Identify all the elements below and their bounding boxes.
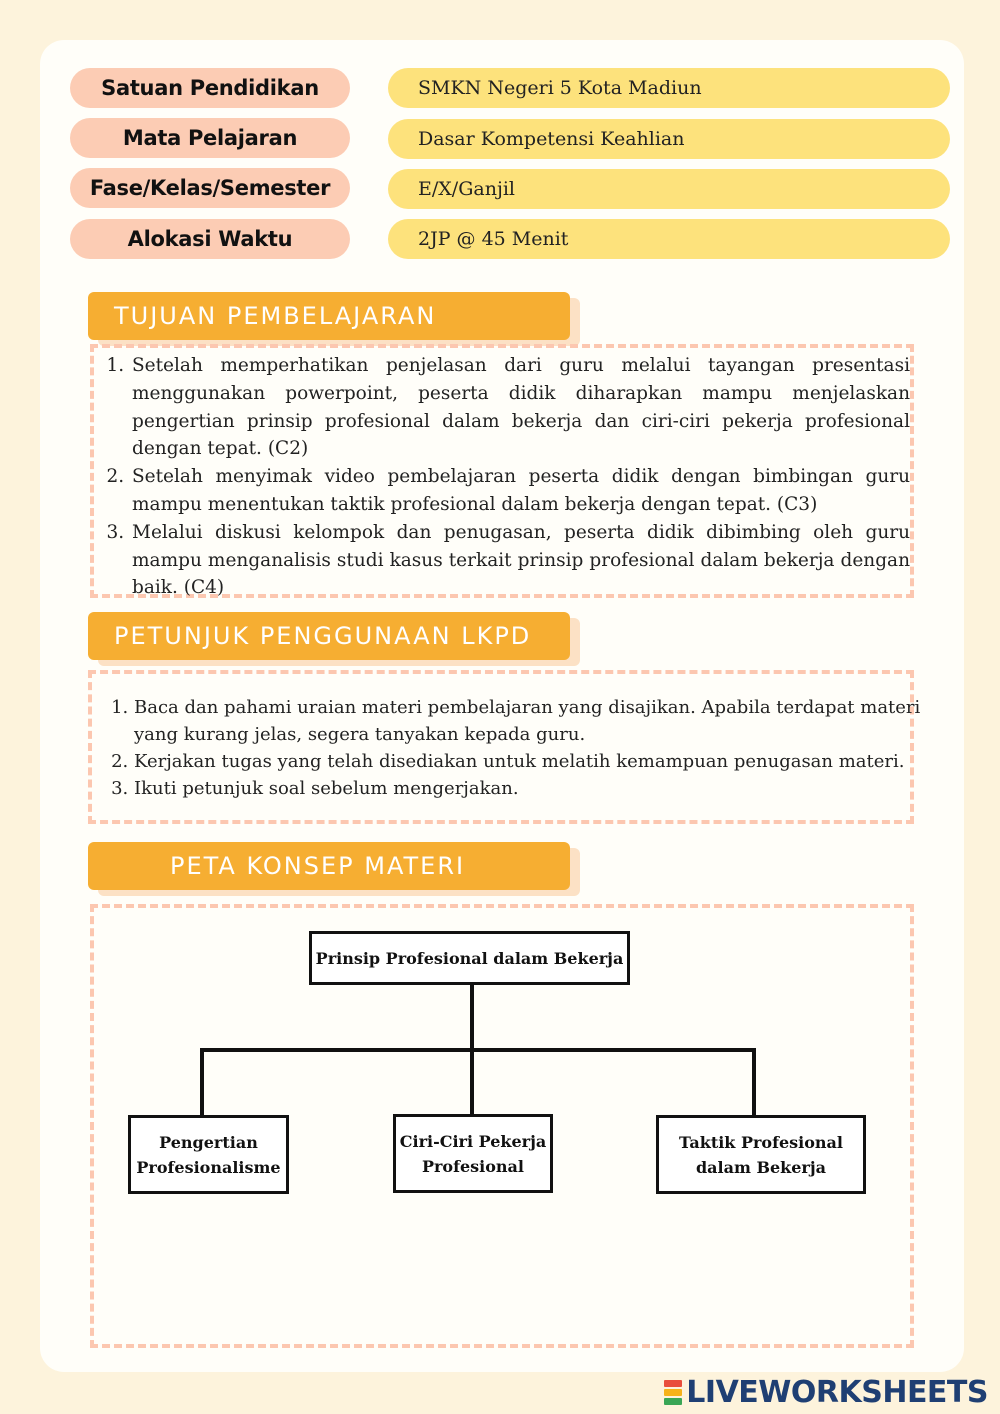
logo-stripe bbox=[664, 1380, 682, 1387]
value-fase-kelas-semester: E/X/Ganjil bbox=[388, 169, 950, 209]
label-fase-kelas-semester: Fase/Kelas/Semester bbox=[70, 168, 350, 208]
tujuan-item: 3. Melalui diskusi kelompok dan penugasan, peserta didik dibimbing oleh guru mampu menganalisis studi kasus terkait prinsip profesional dalam bekerja dengan baik. (C4) bbox=[130, 519, 910, 602]
value-satuan-pendidikan: SMKN Negeri 5 Kota Madiun bbox=[388, 68, 950, 108]
concept-node-ciri-ciri bbox=[393, 1114, 553, 1193]
concept-line: dalam Bekerja bbox=[695, 1157, 827, 1177]
logo-stripe bbox=[664, 1389, 682, 1396]
petunjuk-box bbox=[88, 670, 921, 824]
concept-line: Profesional bbox=[421, 1156, 524, 1176]
liveworksheets-icon bbox=[664, 1379, 682, 1406]
section-title-petunjuk: PETUNJUK PENGGUNAAN LKPD bbox=[88, 612, 570, 660]
concept-node-pengertian bbox=[128, 1115, 289, 1194]
value-alokasi-waktu: 2JP @ 45 Menit bbox=[388, 219, 950, 259]
petunjuk-list bbox=[94, 694, 940, 802]
connector-line bbox=[752, 1048, 756, 1118]
concept-line: Profesionalisme bbox=[136, 1157, 281, 1177]
brand-name: LIVEWORKSHEETS bbox=[686, 1374, 988, 1410]
tujuan-box bbox=[90, 344, 914, 598]
section-title-peta: PETA KONSEP MATERI bbox=[88, 842, 570, 890]
concept-line: Taktik Profesional bbox=[679, 1132, 843, 1152]
tujuan-item: 2. Setelah menyimak video pembelajaran peserta didik dengan bimbingan guru mampu menentukan taktik profesional dalam bekerja dengan tepat. (C3) bbox=[130, 463, 910, 519]
connector-line bbox=[200, 1048, 756, 1052]
label-satuan-pendidikan: Satuan Pendidikan bbox=[70, 68, 350, 108]
liveworksheets-logo[interactable] bbox=[664, 1374, 988, 1410]
tujuan-item: 1. Setelah memperhatikan penjelasan dari guru melalui tayangan presentasi menggunakan powerpoint, peserta didik diharapkan mampu menjelaskan pengertian prinsip profesional dalam bekerja dan ciri-ciri pekerja profesional dengan tepat. (C2) bbox=[130, 352, 910, 463]
value-mata-pelajaran: Dasar Kompetensi Keahlian bbox=[388, 119, 950, 159]
petunjuk-item: 1. Baca dan pahami uraian materi pembelajaran yang disajikan. Apabila terdapat materi yang kurang jelas, segera tanyakan kepada guru. bbox=[134, 694, 940, 748]
petunjuk-item: 3. Ikuti petunjuk soal sebelum mengerjakan. bbox=[134, 775, 940, 802]
label-mata-pelajaran: Mata Pelajaran bbox=[70, 118, 350, 158]
connector-line bbox=[470, 1048, 474, 1116]
concept-node-taktik bbox=[656, 1115, 866, 1194]
label-alokasi-waktu: Alokasi Waktu bbox=[70, 219, 350, 259]
logo-stripe bbox=[664, 1398, 682, 1405]
connector-line bbox=[200, 1048, 204, 1118]
tujuan-list bbox=[102, 352, 910, 602]
connector-line bbox=[470, 982, 474, 1052]
concept-line: Pengertian bbox=[159, 1132, 258, 1152]
concept-line: Ciri-Ciri Pekerja bbox=[399, 1131, 547, 1151]
petunjuk-item: 2. Kerjakan tugas yang telah disediakan untuk melatih kemampuan penugasan materi. bbox=[134, 748, 940, 775]
section-title-tujuan: TUJUAN PEMBELAJARAN bbox=[88, 292, 570, 340]
concept-root: Prinsip Profesional dalam Bekerja bbox=[309, 931, 630, 985]
